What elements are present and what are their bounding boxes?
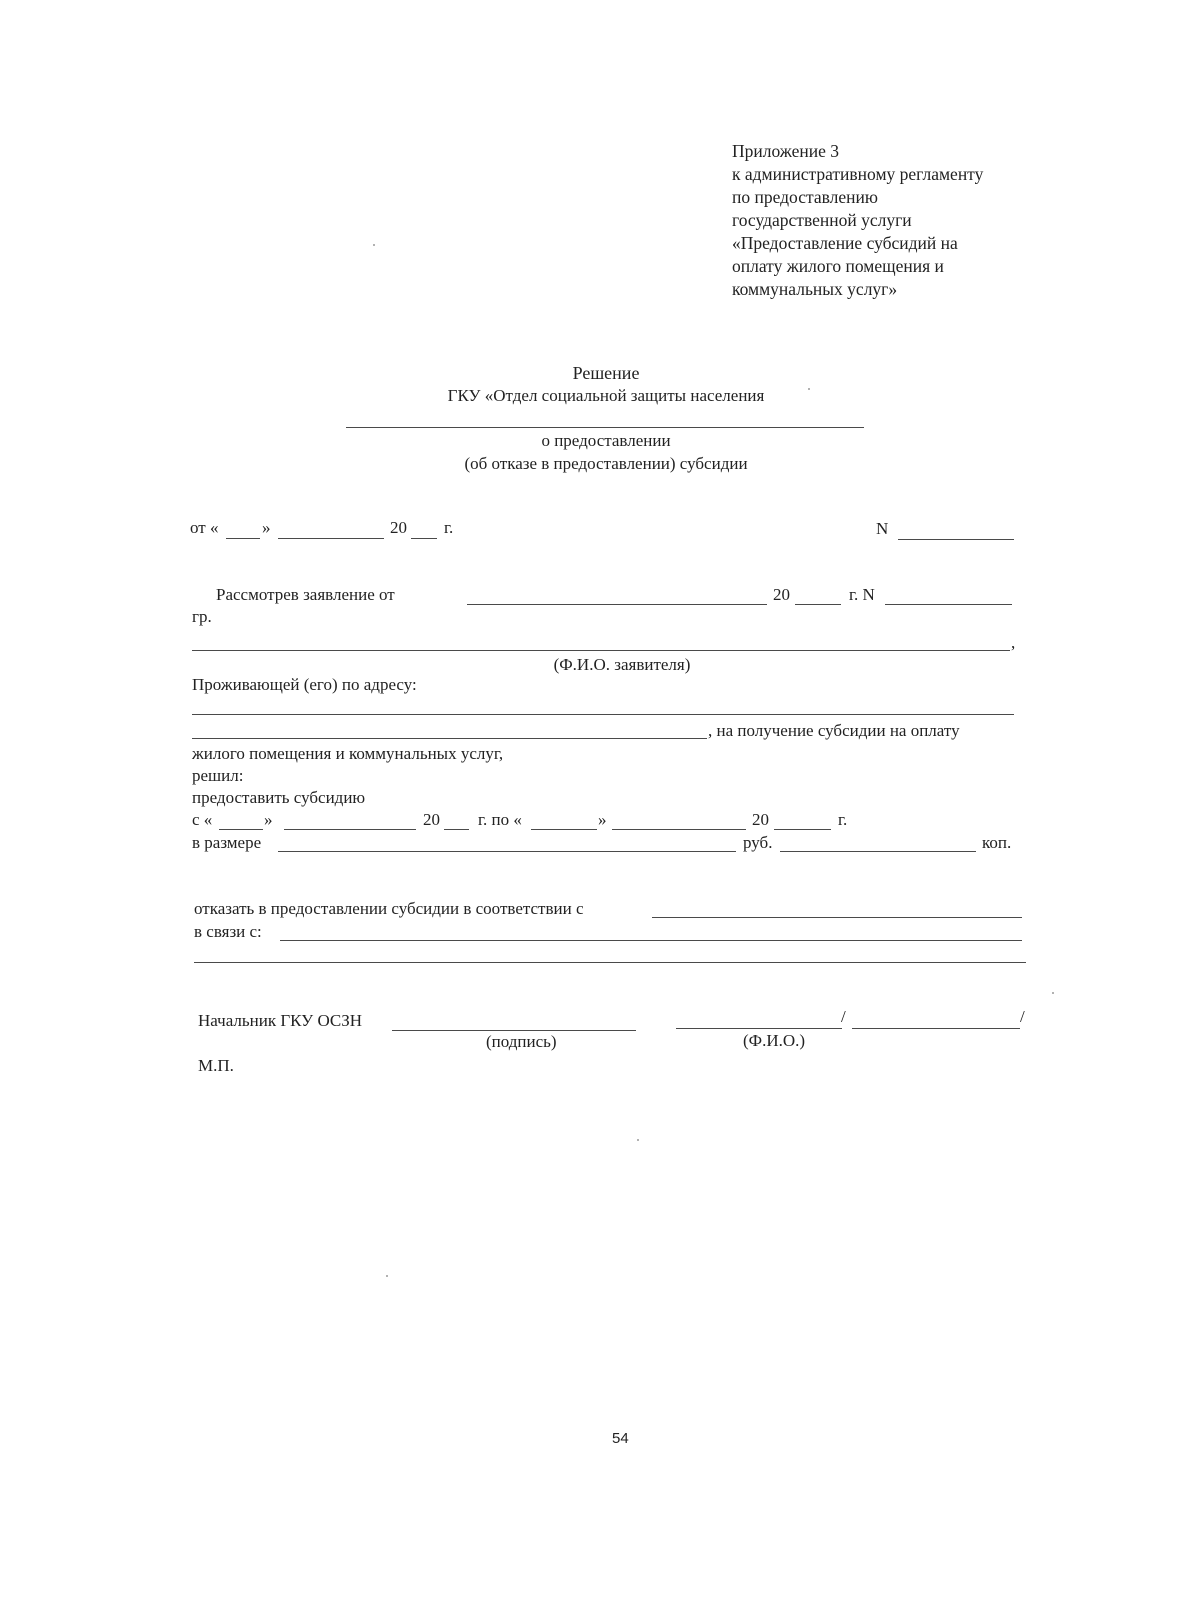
appendix-line: к административному регламенту [732,164,984,184]
applicant-fio-caption: (Ф.И.О. заявителя) [553,655,691,674]
appendix-line: Приложение 3 [732,141,840,161]
grant-year-1: 20 [423,810,440,829]
date-day-blank [226,538,260,539]
address-blank-2 [192,738,707,739]
signature-caption: (подпись) [486,1032,557,1051]
appendix-line: коммунальных услуг» [732,279,898,299]
application-year-blank [795,604,841,605]
application-year: 20 [773,585,790,604]
reviewed-application-text: Рассмотрев заявление от [216,585,395,604]
refusal-reason-blank-2 [194,962,1026,963]
appendix-line: государственной услуги [732,210,912,230]
grant-year-2-blank [774,829,831,830]
purpose-text-2: жилого помещения и коммунальных услуг, [192,744,504,763]
scan-speck [637,1139,639,1141]
refusal-basis-blank [652,917,1022,918]
subject-line-2: (об отказе в предоставлении) субсидии [464,454,748,473]
grant-to-month-blank [612,829,746,830]
number-label: N [876,519,889,538]
fio-caption: (Ф.И.О.) [743,1031,806,1050]
application-number-blank [885,604,1012,605]
grant-from-day-blank [219,829,263,830]
purpose-text: , на получение субсидии на оплату [708,721,960,740]
date-month-blank [278,538,384,539]
grant-from-month-blank [284,829,416,830]
grant-from-quote-close: » [264,810,273,829]
scan-speck [808,388,810,390]
grant-to-day-blank [531,829,597,830]
application-year-number: г. N [849,585,875,604]
scan-speck [1052,992,1054,994]
address-blank-1 [192,714,1014,715]
signature-blank [392,1030,636,1031]
grant-from-prefix: с « [192,810,213,829]
applicant-comma: , [1011,633,1016,652]
decided-label: решил: [192,766,244,785]
grant-to-quote-close: » [598,810,607,829]
refusal-text: отказать в предоставлении субсидии в соответствии с [194,899,584,918]
scan-speck [386,1275,388,1277]
date-year: 20 [390,518,407,537]
grant-year-suffix: г. [838,810,848,829]
head-title: Начальник ГКУ ОСЗН [198,1011,363,1030]
applicant-name-blank [192,650,1010,651]
refusal-reason-label: в связи с: [194,922,262,941]
number-blank [898,539,1014,540]
organization-name: ГКУ «Отдел социальной защиты населения [447,386,765,405]
fio-slash-1: / [841,1007,846,1026]
appendix-line: «Предоставление субсидий на [732,233,958,253]
appendix-line: по предоставлению [732,187,878,207]
date-year-blank [411,538,437,539]
appendix-line: оплату жилого помещения и [732,256,944,276]
scan-speck [373,244,375,246]
amount-rub-blank [278,851,736,852]
citizen-label: гр. [192,607,212,626]
fio-slash-2: / [1020,1007,1025,1026]
application-date-blank [467,604,767,605]
fio-blank-1 [676,1028,842,1029]
organization-blank-line [346,427,864,428]
date-quote-close: » [262,518,271,537]
fio-blank-2 [852,1028,1020,1029]
address-label: Проживающей (его) по адресу: [192,675,417,694]
stamp-label: М.П. [198,1056,234,1075]
subject-line-1: о предоставлении [541,431,671,450]
amount-kop-label: коп. [982,833,1012,852]
amount-label: в размере [192,833,262,852]
grant-title: предоставить субсидию [192,788,366,807]
page-number: 54 [612,1430,629,1447]
date-prefix: от « [190,518,219,537]
grant-year-2: 20 [752,810,769,829]
refusal-reason-blank-1 [280,940,1022,941]
amount-kop-blank [780,851,976,852]
date-year-suffix: г. [444,518,454,537]
grant-to-prefix: г. по « [478,810,522,829]
grant-year-1-blank [444,829,469,830]
document-title: Решение [572,363,640,383]
amount-rub-label: руб. [743,833,773,852]
